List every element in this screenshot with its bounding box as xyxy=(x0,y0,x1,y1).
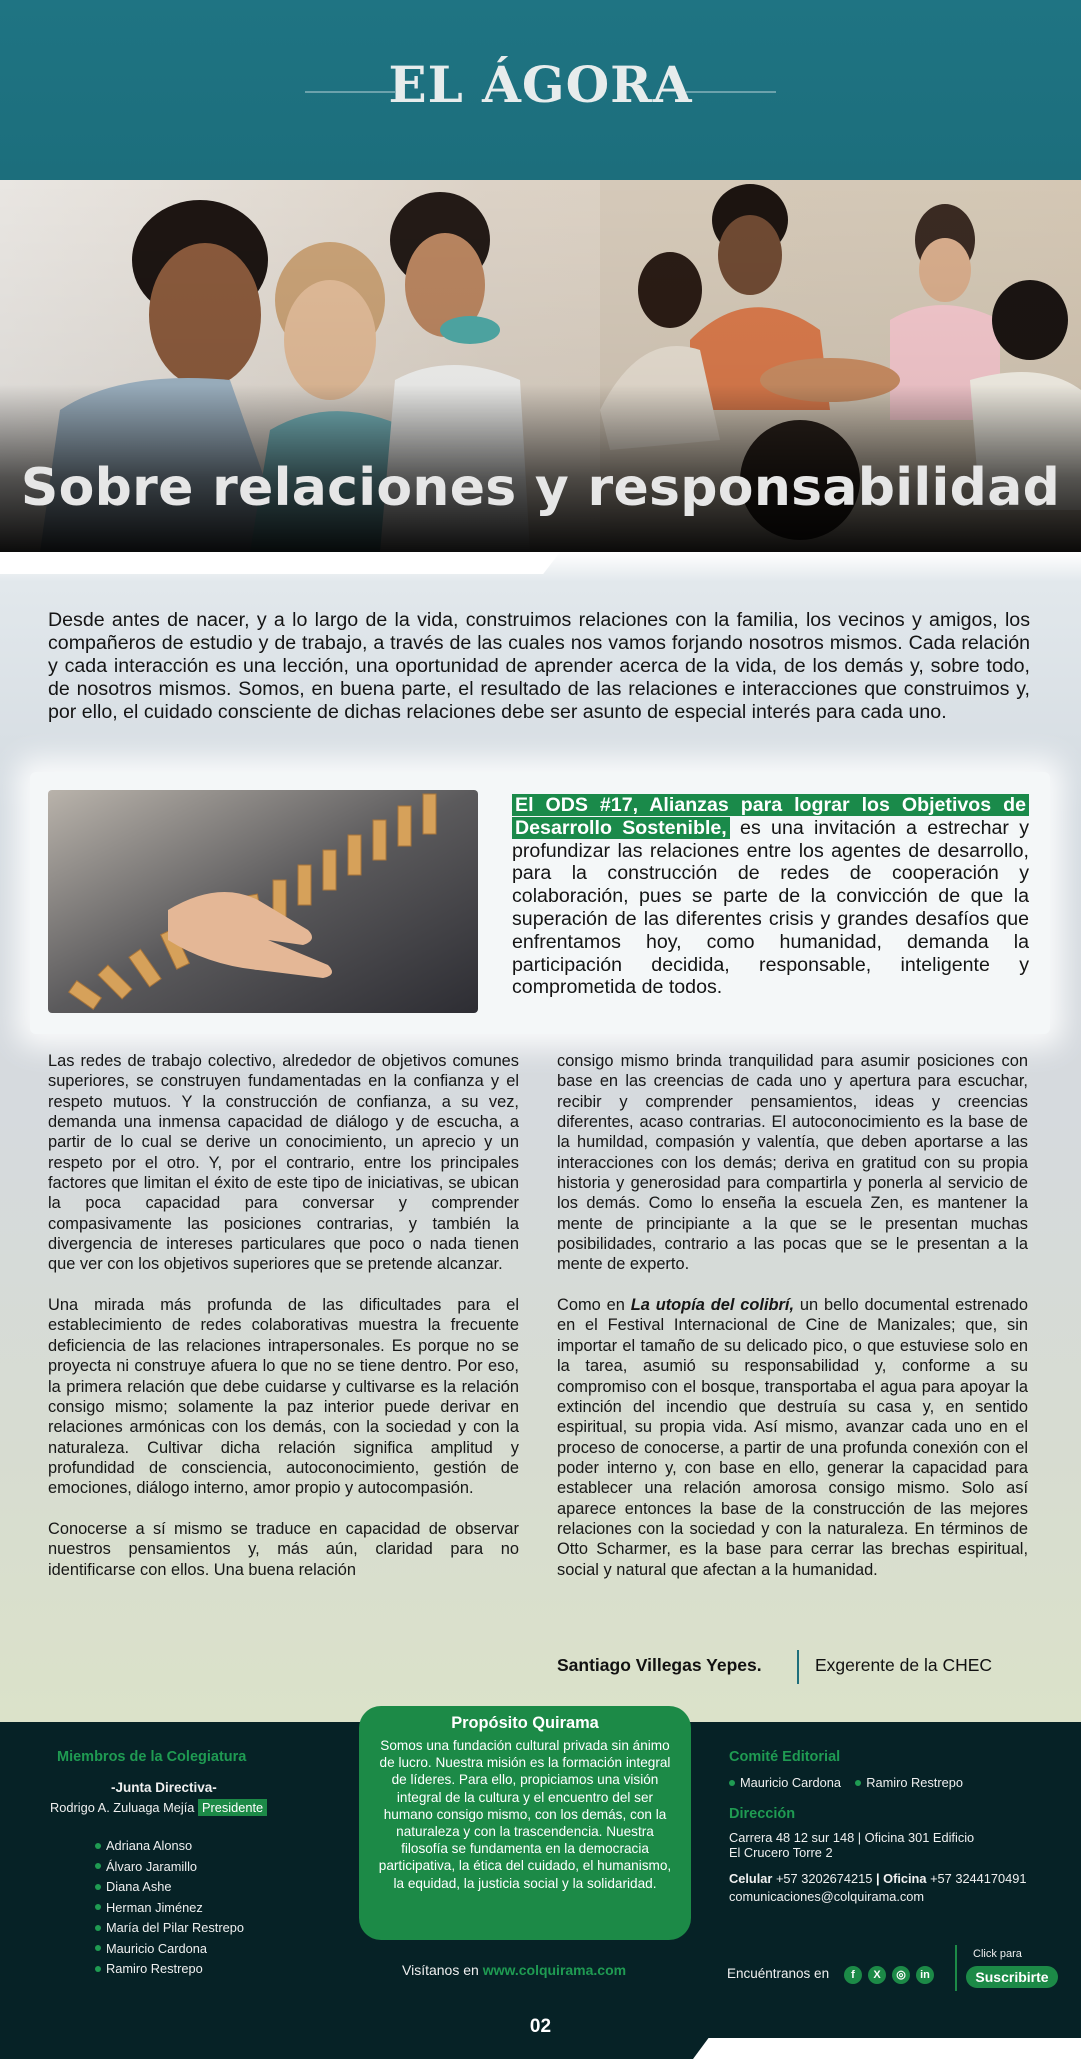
email-link[interactable]: comunicaciones@colquirama.com xyxy=(729,1889,925,1904)
member-item: María del Pilar Restrepo xyxy=(95,1918,244,1939)
author-role: Exgerente de la CHEC xyxy=(815,1655,993,1675)
right-paragraph-2-body: un bello documental estrenado en el Festival Internacional de Cine de Manizales; que, sin importar el tamaño de su delicado pico, o que estuviese solo en la tarea, asumió su responsabilidad y, conforme a su compromiso con el bosque, transportaba el agua para apoyar la extinción del incendio que destruía su casa y, en sentido espiritual, su propia vida. Así mismo, avanzar cada uno en el proceso de conocerse, a partir de una profunda conexión con el poder interno y, con base en ello, generar la capacidad para establecer una relación amorosa consigo mismo. Solo así aparece entonces la base de la construcción de las mejores relaciones con la sociedad y con la naturaleza. En términos de Otto Scharmer, es la base para cerrar las brechas espiritual, social y natural que afectan a la humanidad. xyxy=(557,1296,1029,1579)
domino-hand-illustration xyxy=(48,790,478,1013)
purpose-title: Propósito Quirama xyxy=(451,1714,599,1732)
instagram-icon[interactable]: ◎ xyxy=(892,1966,910,1984)
hero-image xyxy=(0,180,1081,552)
ods-body: es una invitación a estrechar y profundizar las relaciones entre los agentes de desarrollo, para la construcción de redes de cooperación y colaboración, pues se parte de la convicción de que la superación de las diferentes crisis y grandes desafíos que enfrentamos hoy, como humanidad, demanda la participación decidida, responsable, inteligente y comprometida de todos. xyxy=(512,816,1029,999)
left-column xyxy=(48,1051,519,1600)
president-badge: Presidente xyxy=(198,1799,267,1816)
left-paragraph-2: Una mirada más profunda de las dificultades para el establecimiento de redes colaborativas muestra la frecuente deficiencia de las relaciones intrapersonales. Es porque no se proyecta ni construye afuera lo que no se tiene dentro. Por eso, la primera relación que debe cuidarse y cultivarse es la relación consigo mismo; solamente la paz interior puede derivar en relaciones armónicas con los demás, con la sociedad y con la naturaleza. Cultivar dicha relación significa amplitud y profundidad de consciencia, autoconocimiento, gestión de emociones, diálogo interno, amor propio y autocompasión. xyxy=(48,1296,519,1498)
bullet-icon xyxy=(95,1945,101,1951)
left-paragraph-3: Conocerse a sí mismo se traduce en capacidad de observar nuestros pensamientos y, más aún, claridad para no identificarse con ellos. Una buena relación xyxy=(48,1519,519,1579)
right-paragraph-2-prefix: Como en xyxy=(557,1296,631,1315)
left-paragraph-1: Las redes de trabajo colectivo, alrededor de objetivos comunes superiores, se construyen fundamentadas en la confianza y el respeto mutuos. Y la construcción de confianza, a su vez, demanda una inmensa capacidad de diálogo y de escucha, a partir de lo cual se derive un conocimiento, un aprecio y un respeto por el otro. Y, por el contrario, entre los principales factores que limitan el éxito de este tipo de iniciativas, se ubican la poca capacidad para conversar y comprender compasivamente las posiciones contrarias, y también la divergencia de intereses particulares que poco o nada tienen que ver con los objetivos superiores que se pretende alcanzar. xyxy=(48,1052,519,1274)
white-angle-cut xyxy=(0,552,560,574)
address-line-2: El Crucero Torre 2 xyxy=(729,1845,833,1860)
x-icon[interactable]: X xyxy=(868,1966,886,1984)
ods-paragraph xyxy=(512,794,1029,999)
ods-highlight: El ODS #17, Alianzas para lograr los Objetivos de Desarrollo Sostenible, xyxy=(512,794,1029,839)
editorial-members: Mauricio Cardona Ramiro Restrepo xyxy=(729,1775,963,1790)
intro-paragraph: Desde antes de nacer, y a lo largo de la vida, construimos relaciones con la familia, los vecinos y amigos, los compañeros de estudio y de trabajo, a través de las cuales nos vamos forjando nosotros mismos. Cada relación y cada interacción es una lección, una oportunidad de aprender acerca de la vida, de los demás y, sobre todo, de nosotros mismos. Somos, en buena parte, el resultado de las relaciones e interacciones que construimos y, por ello, el cuidado consciente de dichas relaciones debe ser asunto de especial interés para cada uno. xyxy=(48,609,1030,723)
hero-title: Sobre relaciones y responsabilidad xyxy=(20,458,1061,518)
member-item: Herman Jiménez xyxy=(95,1898,244,1919)
phone-line: Celular +57 3202674215 | Oficina +57 3244170491 xyxy=(729,1871,1027,1886)
visit-line: Visítanos en www.colquirama.com xyxy=(402,1962,627,1978)
bullet-icon xyxy=(729,1780,735,1786)
website-link[interactable]: www.colquirama.com xyxy=(482,1962,627,1978)
masthead-title: EL ÁGORA xyxy=(388,55,693,114)
member-item: Adriana Alonso xyxy=(95,1836,244,1857)
member-item: Álvaro Jaramillo xyxy=(95,1857,244,1878)
author-name: Santiago Villegas Yepes. xyxy=(557,1655,762,1675)
bullet-icon xyxy=(95,1843,101,1849)
purpose-text: Somos una fundación cultural privada sin ánimo de lucro. Nuestra misión es la formación integral de líderes. Para ello, propiciamos una visión integral de la cultura y el encuentro del ser humano consigo mismo, con los demás, con la naturaleza y con la trascendencia. Nuestra filosofía se fundamenta en la democracia participativa, la ética del cuidado, el humanismo, la equidad, la justicia social y la solidaridad. xyxy=(378,1738,672,1891)
member-item: Mauricio Cardona xyxy=(95,1939,244,1960)
member-item: Ramiro Restrepo xyxy=(95,1959,244,1980)
subscribe-button[interactable]: Suscribirte xyxy=(966,1966,1058,1988)
click-label: Click para xyxy=(973,1948,1022,1960)
linkedin-icon[interactable]: in xyxy=(916,1966,934,1984)
bullet-icon xyxy=(95,1904,101,1910)
member-item: Diana Ashe xyxy=(95,1877,244,1898)
facebook-icon[interactable]: f xyxy=(844,1966,862,1984)
president-line xyxy=(50,1800,267,1815)
film-title: La utopía del colibrí, xyxy=(630,1296,795,1315)
bullet-icon xyxy=(855,1780,861,1786)
bullet-icon xyxy=(95,1863,101,1869)
board-title: -Junta Directiva- xyxy=(111,1780,217,1795)
social-icons xyxy=(844,1965,940,1984)
right-column xyxy=(557,1051,1028,1600)
editorial-title: Comité Editorial xyxy=(729,1749,841,1765)
bullet-icon xyxy=(95,1966,101,1972)
find-us-label: Encuéntranos en xyxy=(727,1966,830,1981)
right-paragraph-2 xyxy=(557,1295,1028,1580)
bullet-icon xyxy=(95,1884,101,1890)
address-title: Dirección xyxy=(729,1806,796,1822)
members-title: Miembros de la Colegiatura xyxy=(57,1749,247,1765)
bullet-icon xyxy=(95,1925,101,1931)
signature-divider xyxy=(797,1650,799,1684)
domino-photo xyxy=(48,790,478,1013)
masthead xyxy=(0,0,1081,180)
page-number: 02 xyxy=(529,2016,552,2037)
president-name: Rodrigo A. Zuluaga Mejía xyxy=(50,1800,195,1815)
footer-white-cut xyxy=(693,2038,1081,2059)
members-list xyxy=(95,1836,244,1980)
right-paragraph-1: consigo mismo brinda tranquilidad para asumir posiciones con base en las creencias de cada uno y apertura para escuchar, recibir y comprender pensamientos, ideas y creencias diferentes, acaso contrarias. El autoconocimiento es la base de la humildad, compasión y valentía, que deben aportarse a las interacciones con los demás; deriva en gratitud con su propia historia y generosidad para compartirla y ponerla al servicio de los demás. Como lo enseña la escuela Zen, es mantener la mente de principiante a la que se le presentan muchas posibilidades, contrario a las pocas que se le presentan a la mente de experto. xyxy=(557,1052,1028,1274)
address-line-1: Carrera 48 12 sur 148 | Oficina 301 Edificio xyxy=(729,1830,975,1845)
subscribe-divider xyxy=(955,1945,957,1991)
purpose-box xyxy=(359,1706,691,1940)
